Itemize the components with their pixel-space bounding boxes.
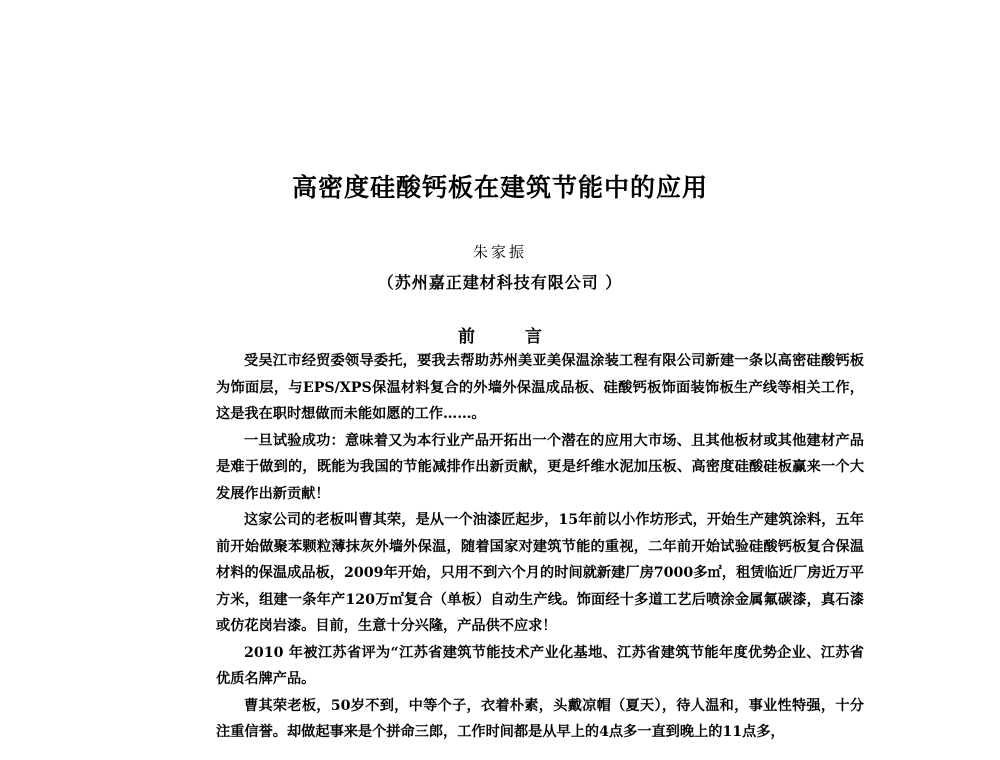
body-paragraph: 2010 年被江苏省评为“江苏省建筑节能技术产业化基地、江苏省建筑节能年度优势企业、江苏省优质名牌产品。 <box>216 644 864 687</box>
body-paragraph: 受吴江市经贸委领导委托，要我去帮助苏州美亚美保温涂装工程有限公司新建一条以高密硅酸钙板为饰面层，与EPS/XPS保温材料复合的外墙外保温成品板、硅酸钙板饰面装饰板生产线等相关工作，这是我在职时想做而未能如愿的工作……。 <box>216 353 864 422</box>
document-body <box>216 348 864 746</box>
section-heading-preface: 前 言 <box>458 327 564 347</box>
body-paragraph: 曹其荣老板，50岁不到，中等个子，衣着朴素，头戴凉帽（夏天），待人温和，事业性特强，十分注重信誉。却做起事来是个拼命三郎，工作时间都是从早上的4点多一直到晚上的11点多， <box>216 697 864 740</box>
author-name: 朱家振 <box>472 243 527 261</box>
body-paragraph: 这家公司的老板叫曹其荣，是从一个油漆匠起步，15年前以小作坊形式，开始生产建筑涂料，五年前开始做聚苯颗粒薄抹灰外墙外保温，随着国家对建筑节能的重视，二年前开始试验硅酸钙板复合保温材料的保温成品板，2009年开始，只用不到六个月的时间就新建厂房7000多㎡，租赁临近厂房近万平方米，组建一条年产120万㎡复合（单板）自动生产线。饰面经十多道工艺后喷涂金属氟碳漆，真石漆或仿花岗岩漆。目前，生意十分兴隆，产品供不应求！ <box>216 512 864 634</box>
document-title: 高密度硅酸钙板在建筑节能中的应用 <box>291 173 708 202</box>
body-paragraph: 一旦试验成功：意味着又为本行业产品开拓出一个潜在的应用大市场、且其他板材或其他建材产品是难于做到的，既能为我国的节能减排作出新贡献，更是纤维水泥加压板、高密度硅酸硅板赢来一个大发展作出新贡献！ <box>216 432 864 502</box>
author-affiliation: （苏州嘉正建材科技有限公司 ） <box>377 273 623 292</box>
